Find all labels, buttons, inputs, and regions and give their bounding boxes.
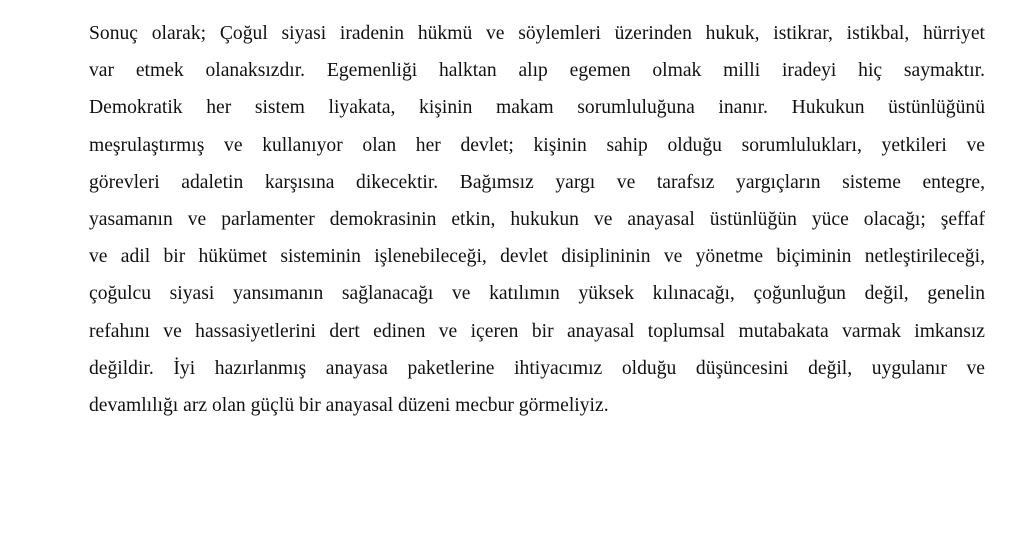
paragraph-line-11: devamlılığı arz olan güçlü bir anayasal düzeni mecbur görmeliyiz. <box>89 394 609 416</box>
paragraph-line-7: ve adil bir hükümet sisteminin işlenebileceği, devlet disiplininin ve yönetme biçiminin netleştirileceği, <box>89 246 985 268</box>
paragraph-line-2: var etmek olanaksızdır. Egemenliği halktan alıp egemen olmak milli iradeyi hiç saymaktır. <box>89 60 985 82</box>
paragraph-line-9: refahını ve hassasiyetlerini dert edinen ve içeren bir anayasal toplumsal mutabakata varmak imkansız <box>89 320 985 342</box>
paragraph-line-8: çoğulcu siyasi yansımanın sağlanacağı ve katılımın yüksek kılınacağı, çoğunluğun değil, genelin <box>89 283 985 305</box>
paragraph-line-4: meşrulaştırmış ve kullanıyor olan her devlet; kişinin sahip olduğu sorumlulukları, yetkileri ve <box>89 134 985 156</box>
paragraph-line-10: değildir. İyi hazırlanmış anayasa paketlerine ihtiyacımız olduğu düşüncesini değil, uygulanır ve <box>89 357 985 379</box>
paragraph-line-3: Demokratik her sistem liyakata, kişinin makam sorumluluğuna inanır. Hukukun üstünlüğünü <box>89 97 985 119</box>
paragraph-line-1: Sonuç olarak; Çoğul siyasi iradenin hükmü ve söylemleri üzerinden hukuk, istikrar, istikbal, hürriyet <box>89 23 985 44</box>
paragraph-line-6: yasamanın ve parlamenter demokrasinin etkin, hukukun ve anayasal üstünlüğün yüce olacağı; şeffaf <box>89 208 985 230</box>
body-paragraph <box>89 20 985 429</box>
paragraph-line-5: görevleri adaletin karşısına dikecektir. Bağımsız yargı ve tarafsız yargıçların sisteme entegre, <box>89 171 985 193</box>
